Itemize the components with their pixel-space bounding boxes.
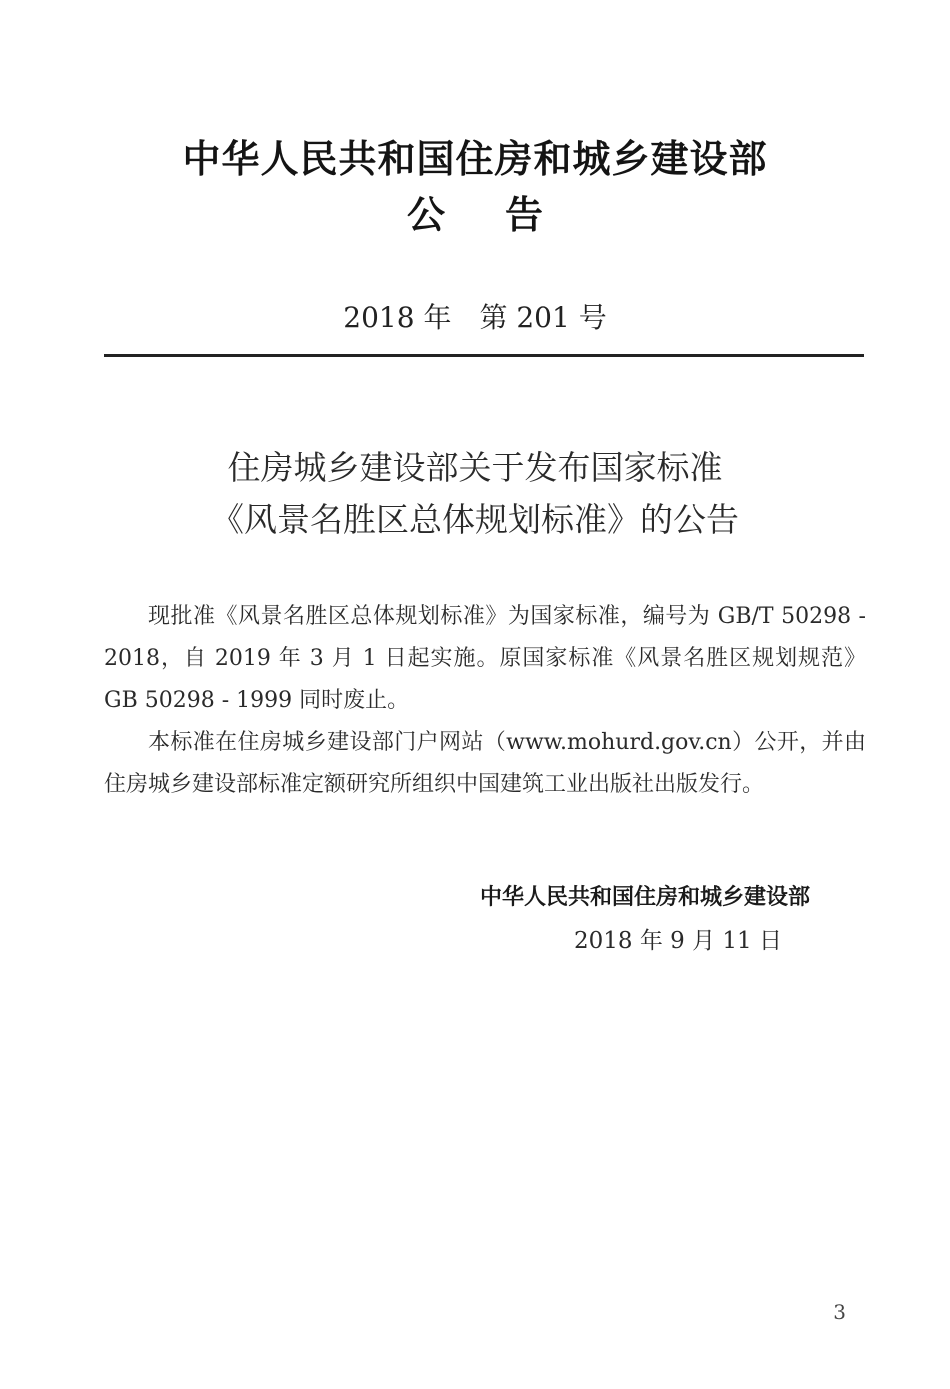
announcement-subject (0, 442, 950, 546)
header-divider (104, 354, 864, 357)
issue-number: 2018 年 第 201 号 (343, 301, 607, 334)
announcement-body (104, 596, 866, 806)
page-number: 3 (833, 1300, 846, 1324)
subject-line-1: 住房城乡建设部关于发布国家标准 (227, 448, 723, 487)
body-paragraph-2: 本标准在住房城乡建设部门户网站（www.mohurd.gov.cn）公开，并由住房城乡建设部标准定额研究所组织中国建筑工业出版社出版发行。 (104, 730, 866, 797)
ministry-title: 中华人民共和国住房和城乡建设部 (182, 137, 768, 181)
issue-date: 2018 年 9 月 11 日 (574, 928, 782, 954)
subject-line-2: 《风景名胜区总体规划标准》的公告 (211, 500, 739, 539)
issuer-signature: 中华人民共和国住房和城乡建设部 (479, 885, 810, 910)
body-paragraph-1: 现批准《风景名胜区总体规划标准》为国家标准，编号为 GB/T 50298 - 2018，自 2019 年 3 月 1 日起实施。原国家标准《风景名胜区规划规范》GB 50298 - 1999 同时废止。 (104, 604, 866, 713)
announcement-title: 公告 (406, 193, 603, 237)
